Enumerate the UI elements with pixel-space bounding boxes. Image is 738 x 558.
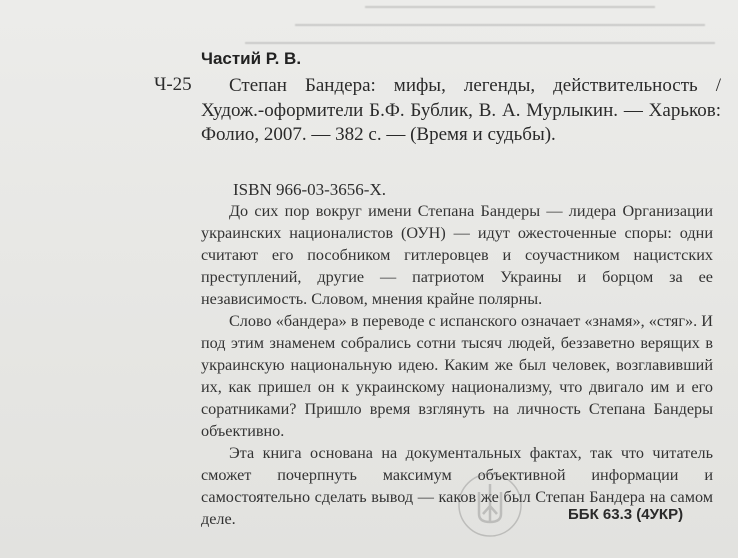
author-name: Частий Р. В. xyxy=(201,49,302,68)
library-code: Ч-25 xyxy=(154,74,192,95)
abstract-paragraph: До сих пор вокруг имени Степана Бандеры — лидера Организации украинских националистов (ОУН) — идут ожесточенные споры: одни считают его пособником гитлеровцев и соучастником нацистских преступлений, другие — патриотом Украины и борцом за ее независимость. Словом, мнения крайне полярны. xyxy=(201,202,713,308)
bleed-through-lines xyxy=(215,0,718,50)
bleed-through-texture xyxy=(215,0,718,50)
bbk-classification: ББК 63.3 (4УКР) xyxy=(568,506,684,523)
bibliographic-entry: Степан Бандера: мифы, легенды, действительность / Худож.-оформители Б.Ф. Бублик, В. А. Мурлыкин. — Харьков: Фолио, 2007. — 382 с. — (Время и судьбы). xyxy=(201,75,721,145)
abstract-paragraph: Слово «бандера» в переводе с испанского означает «знамя», «стяг». И под этим знаменем собрались сотни тысяч людей, беззаветно верящих в украинскую национальную идею. Каким же был человек, возглавивший их, как пришел он к украинскому национализму, что двигало им и его соратниками? Пришло время взглянуть на личность Степана Бандеры объективно. xyxy=(201,312,713,440)
trident-stamp-icon xyxy=(455,470,525,540)
isbn: ISBN 966-03-3656-X. xyxy=(233,180,386,199)
abstract-paragraph: Эта книга основана на документальных фактах, так что читатель сможет почерпнуть максимум объективной информации и самостоятельно сделать вывод — каков же был Степан Бандера на самом деле. xyxy=(201,444,713,528)
